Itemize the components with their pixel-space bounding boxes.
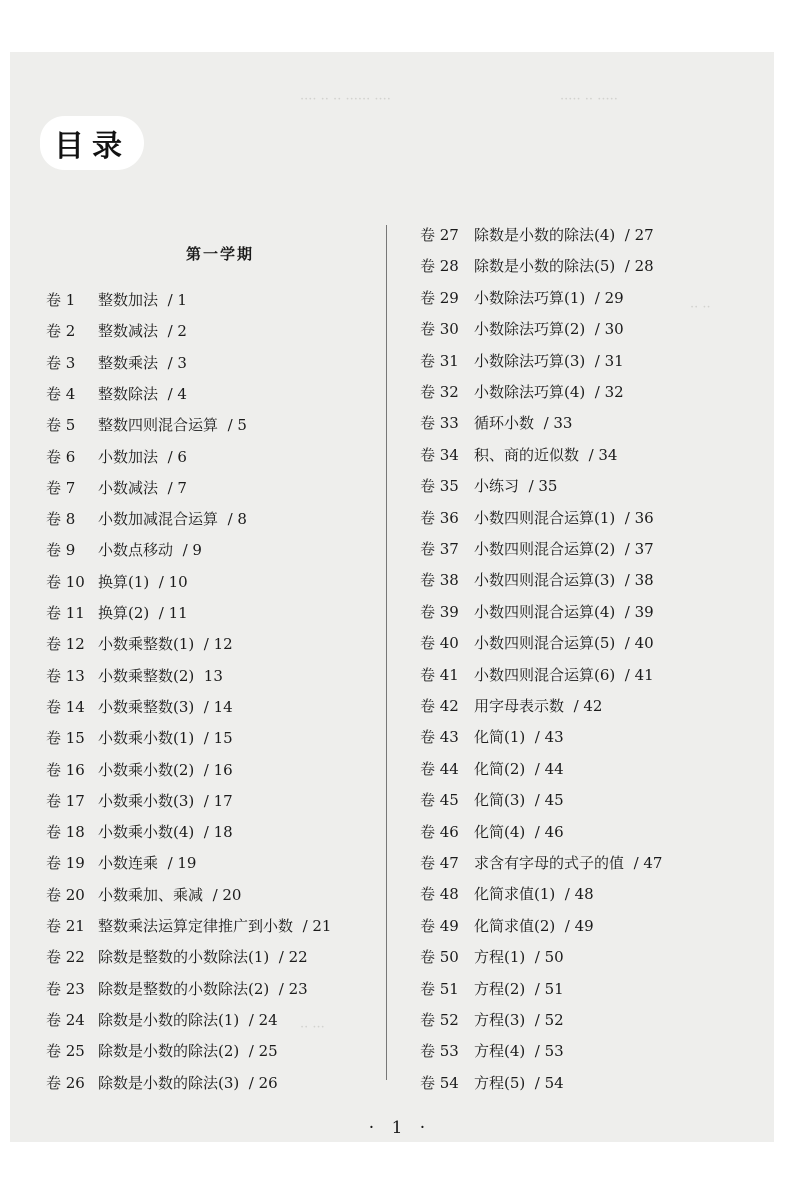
toc-entry-title: 化简(4)	[474, 822, 526, 841]
toc-entry-page: / 54	[534, 1073, 564, 1092]
toc-entry-number: 卷 17	[46, 791, 85, 810]
toc-entry-page: / 48	[564, 885, 594, 904]
toc-entry-title: 方程(5)	[474, 1073, 526, 1092]
spacer	[585, 383, 595, 401]
toc-entry[interactable]	[46, 820, 233, 844]
toc-entry-page: / 6	[167, 447, 187, 466]
toc-entry-title: 小数乘小数(4)	[98, 823, 195, 842]
toc-entry-number: 卷 45	[420, 791, 459, 810]
toc-entry-title: 小数四则混合运算(4)	[474, 602, 616, 621]
toc-entry-page: / 28	[624, 257, 654, 276]
toc-entry-title: 方程(3)	[474, 1011, 526, 1029]
spacer	[525, 980, 535, 998]
toc-entry-number: 卷 47	[420, 854, 459, 872]
toc-entry-title: 小数乘小数(1)	[98, 729, 195, 748]
toc-entry-page: / 35	[528, 477, 558, 496]
toc-entry-number: 卷 11	[46, 604, 85, 622]
toc-entry-page: / 53	[534, 1042, 564, 1061]
toc-entry[interactable]	[46, 883, 241, 907]
toc-entry-number: 卷 2	[46, 322, 76, 341]
toc-entry-page: / 49	[564, 916, 594, 935]
toc-entry-title: 小数乘加、乘减	[98, 885, 204, 904]
spacer	[218, 510, 228, 528]
toc-entry-number: 卷 28	[420, 257, 459, 276]
toc-entry[interactable]	[46, 914, 331, 938]
toc-entry[interactable]	[46, 632, 233, 656]
toc-entry-number: 卷 21	[46, 917, 85, 935]
toc-entry-title: 小数加法	[98, 447, 159, 466]
bleed-through-text: ·· ··	[690, 300, 711, 315]
toc-entry-page: / 4	[167, 384, 187, 403]
toc-entry-number: 卷 35	[420, 477, 459, 496]
spacer	[194, 729, 204, 747]
toc-entry[interactable]	[420, 851, 662, 875]
spacer	[194, 792, 204, 810]
toc-title-badge: 目录	[40, 116, 144, 170]
toc-entry-number: 卷 6	[46, 447, 76, 466]
toc-entry-title: 小数四则混合运算(6)	[474, 665, 616, 684]
toc-entry[interactable]	[420, 223, 654, 247]
toc-entry-title: 小数乘小数(2)	[98, 760, 195, 779]
toc-entry-page: / 19	[167, 854, 197, 873]
toc-entry-page: / 21	[302, 917, 332, 935]
toc-entry[interactable]	[420, 286, 624, 310]
toc-entry-title: 除数是小数的除法(1)	[98, 1010, 240, 1029]
toc-entry-number: 卷 41	[420, 665, 459, 684]
toc-entry[interactable]	[420, 1071, 564, 1095]
toc-entry-title: 小数除法巧算(1)	[474, 288, 586, 307]
toc-entry-title: 小数连乘	[98, 854, 159, 873]
toc-entry-page: / 39	[624, 602, 654, 621]
toc-entry-title: 小数乘整数(2)	[98, 666, 195, 685]
toc-entry[interactable]	[420, 663, 654, 687]
spacer	[158, 354, 168, 372]
toc-entry-title: 小数除法巧算(3)	[474, 351, 586, 370]
toc-entry[interactable]	[46, 413, 247, 437]
toc-entry-page: / 50	[534, 948, 564, 967]
toc-entry-number: 卷 49	[420, 916, 459, 935]
toc-entry-title: 小数四则混合运算(1)	[474, 508, 616, 527]
bleed-through-text: ····· ·· ·····	[560, 92, 618, 107]
spacer	[525, 728, 535, 746]
toc-entry-page: / 46	[534, 822, 564, 841]
toc-entry-page: / 41	[624, 665, 654, 684]
toc-entry[interactable]	[46, 977, 308, 1001]
toc-entry-page: / 15	[203, 729, 233, 748]
toc-entry[interactable]	[420, 788, 564, 812]
toc-entry-title: 除数是整数的小数除法(1)	[98, 948, 270, 967]
spacer	[239, 1011, 249, 1029]
toc-entry[interactable]	[46, 507, 247, 531]
toc-entry[interactable]	[46, 664, 223, 688]
spacer	[525, 1074, 535, 1092]
toc-entry-number: 卷 15	[46, 729, 85, 748]
toc-entry[interactable]	[46, 476, 187, 500]
toc-entry-page: / 51	[534, 979, 564, 998]
toc-entry-number: 卷 24	[46, 1010, 85, 1029]
toc-entry-title: 小数乘整数(1)	[98, 635, 195, 654]
toc-entry-page: / 11	[158, 604, 188, 622]
spacer	[158, 322, 168, 340]
toc-entry-page: / 18	[203, 823, 233, 842]
toc-entry[interactable]	[420, 506, 654, 530]
spacer	[194, 698, 204, 716]
column-divider	[386, 225, 387, 1080]
toc-entry-number: 卷 53	[420, 1042, 459, 1061]
toc-entry[interactable]	[46, 445, 187, 469]
toc-entry-page: / 29	[594, 288, 624, 307]
toc-entry[interactable]	[420, 1039, 564, 1063]
toc-entry-page: / 12	[203, 635, 233, 654]
spacer	[269, 948, 279, 966]
spacer	[615, 509, 625, 527]
toc-entry-title: 方程(2)	[474, 979, 526, 998]
spacer	[194, 761, 204, 779]
toc-entry[interactable]	[420, 977, 564, 1001]
toc-entry[interactable]	[46, 851, 196, 875]
toc-entry-title: 换算(2)	[98, 604, 150, 622]
toc-entry[interactable]	[46, 382, 187, 406]
toc-entry-title: 积、商的近似数	[474, 445, 580, 464]
spacer	[525, 791, 535, 809]
spacer	[239, 1074, 249, 1092]
toc-entry-page: / 32	[594, 383, 624, 401]
toc-entry[interactable]	[420, 882, 594, 906]
toc-entry[interactable]	[420, 1008, 564, 1032]
toc-entry-title: 用字母表示数	[474, 697, 565, 715]
toc-entry-title: 整数四则混合运算	[98, 416, 219, 435]
toc-entry-page: / 3	[167, 353, 187, 372]
toc-entry-title: 小数乘小数(3)	[98, 791, 195, 810]
toc-entry-number: 卷 14	[46, 697, 85, 716]
toc-entry-number: 卷 54	[420, 1073, 459, 1092]
toc-entry-title: 除数是小数的除法(3)	[98, 1073, 240, 1092]
toc-entry-number: 卷 27	[420, 226, 459, 244]
toc-entry-number: 卷 7	[46, 478, 76, 497]
spacer	[239, 1042, 249, 1060]
toc-entry-title: 化简(1)	[474, 728, 526, 747]
toc-entry-number: 卷 50	[420, 948, 459, 967]
toc-entry-number: 卷 42	[420, 697, 459, 715]
toc-entry-page: / 25	[248, 1042, 278, 1061]
spacer	[293, 917, 303, 935]
toc-entry[interactable]	[46, 1071, 278, 1095]
toc-entry-number: 卷 30	[420, 320, 459, 339]
toc-entry-page: / 38	[624, 571, 654, 590]
toc-entry-page: / 1	[167, 291, 187, 309]
spacer	[525, 1011, 535, 1029]
spacer	[615, 540, 625, 558]
toc-entry-title: 整数加法	[98, 291, 159, 309]
toc-entry-number: 卷 8	[46, 510, 76, 529]
spacer	[519, 477, 529, 495]
toc-entry[interactable]	[46, 695, 233, 719]
toc-entry[interactable]	[46, 945, 308, 969]
toc-entry-page: / 26	[248, 1073, 278, 1092]
toc-entry-number: 卷 32	[420, 383, 459, 401]
spacer	[585, 352, 595, 370]
toc-entry-number: 卷 5	[46, 416, 76, 435]
toc-entry-page: / 43	[534, 728, 564, 747]
spacer	[194, 667, 204, 685]
toc-entry-number: 卷 26	[46, 1073, 85, 1092]
toc-entry-number: 卷 43	[420, 728, 459, 747]
spacer	[555, 885, 565, 903]
spacer	[149, 604, 159, 622]
spacer	[534, 414, 544, 432]
toc-entry-number: 卷 13	[46, 666, 85, 685]
toc-entry[interactable]	[420, 349, 624, 373]
toc-entry-title: 小数减法	[98, 478, 159, 497]
toc-entry-number: 卷 19	[46, 854, 85, 873]
toc-entry[interactable]	[46, 351, 187, 375]
toc-entry-page: / 17	[203, 791, 233, 810]
spacer	[525, 823, 535, 841]
spacer	[555, 917, 565, 935]
toc-entry-title: 整数乘法	[98, 353, 159, 372]
toc-entry[interactable]	[420, 757, 564, 781]
toc-entry-page: / 27	[624, 226, 654, 244]
toc-entry-title: 除数是小数的除法(5)	[474, 257, 616, 276]
toc-entry-title: 化简求值(2)	[474, 916, 556, 935]
toc-entry-title: 化简求值(1)	[474, 885, 556, 904]
bleed-through-text: ···· ·· ·· ······ ····	[300, 92, 391, 107]
toc-entry-number: 卷 25	[46, 1042, 85, 1061]
toc-entry-title: 化简(2)	[474, 759, 526, 778]
toc-entry-title: 小数点移动	[98, 541, 174, 560]
toc-entry[interactable]	[420, 411, 572, 435]
page-number: · 1 ·	[368, 1118, 432, 1138]
toc-entry[interactable]	[46, 538, 202, 562]
toc-entry-title: 除数是整数的小数除法(2)	[98, 979, 270, 998]
toc-entry-page: / 23	[278, 979, 308, 998]
spacer	[525, 760, 535, 778]
toc-entry-page: / 36	[624, 508, 654, 527]
toc-entry-page: / 2	[167, 322, 187, 341]
spacer	[525, 1042, 535, 1060]
toc-entry[interactable]	[420, 474, 557, 498]
toc-entry-page: / 31	[594, 351, 624, 370]
toc-entry-page: / 24	[248, 1010, 278, 1029]
toc-entry-number: 卷 23	[46, 979, 85, 998]
toc-entry-number: 卷 46	[420, 822, 459, 841]
toc-entry-title: 整数除法	[98, 384, 159, 403]
toc-entry-page: / 47	[633, 854, 663, 872]
toc-entry-number: 卷 34	[420, 445, 459, 464]
spacer	[158, 291, 168, 309]
toc-entry-page: / 44	[534, 759, 564, 778]
section-title: 第一学期	[185, 245, 254, 263]
toc-entry-title: 整数减法	[98, 322, 159, 341]
spacer	[158, 385, 168, 403]
toc-entry-page: / 5	[227, 416, 247, 435]
toc-entry-page: / 20	[212, 885, 242, 904]
spacer	[615, 666, 625, 684]
spacer	[194, 823, 204, 841]
toc-entry-number: 卷 18	[46, 823, 85, 842]
toc-entry-page: / 33	[543, 414, 573, 433]
toc-entry-number: 卷 10	[46, 572, 85, 591]
toc-entry-title: 小数除法巧算(4)	[474, 383, 586, 401]
toc-entry-number: 卷 44	[420, 759, 459, 778]
toc-entry-title: 方程(1)	[474, 948, 526, 967]
toc-entry-number: 卷 20	[46, 885, 85, 904]
spacer	[194, 635, 204, 653]
toc-entry-page: / 16	[203, 760, 233, 779]
toc-entry-number: 卷 39	[420, 602, 459, 621]
toc-entry-title: 小练习	[474, 477, 520, 496]
toc-entry-page: / 37	[624, 540, 654, 558]
spacer	[624, 854, 634, 872]
toc-entry-title: 求含有字母的式子的值	[474, 854, 625, 872]
spacer	[615, 571, 625, 589]
toc-entry-title: 方程(4)	[474, 1042, 526, 1061]
spacer	[615, 603, 625, 621]
spacer	[158, 854, 168, 872]
toc-entry-title: 小数加减混合运算	[98, 510, 219, 529]
toc-entry-number: 卷 3	[46, 353, 76, 372]
toc-entry-number: 卷 9	[46, 541, 76, 560]
toc-entry-title: 小数除法巧算(2)	[474, 320, 586, 339]
toc-entry-number: 卷 4	[46, 384, 76, 403]
toc-entry-title: 除数是小数的除法(4)	[474, 226, 616, 244]
toc-entry-title: 除数是小数的除法(2)	[98, 1042, 240, 1061]
toc-entry-number: 卷 31	[420, 351, 459, 370]
spacer	[615, 257, 625, 275]
toc-entry-page: / 45	[534, 791, 564, 810]
toc-entry-title: 循环小数	[474, 414, 535, 433]
toc-entry-page: / 30	[594, 320, 624, 339]
toc-entry[interactable]	[420, 631, 654, 655]
toc-entry[interactable]	[420, 600, 654, 624]
toc-entry-number: 卷 16	[46, 760, 85, 779]
toc-entry[interactable]	[420, 914, 594, 938]
spacer	[579, 446, 589, 464]
spacer	[615, 634, 625, 652]
toc-entry[interactable]	[46, 789, 233, 813]
toc-entry-page: / 7	[167, 478, 187, 497]
toc-entry-number: 卷 33	[420, 414, 459, 433]
toc-entry-number: 卷 40	[420, 634, 459, 653]
spacer	[149, 573, 159, 591]
spacer	[203, 886, 213, 904]
toc-entry-title: 整数乘法运算定律推广到小数	[98, 917, 294, 935]
spacer	[269, 980, 279, 998]
toc-entry[interactable]	[420, 443, 617, 467]
toc-entry[interactable]	[420, 568, 654, 592]
toc-entry-title: 小数四则混合运算(2)	[474, 540, 616, 558]
toc-entry-number: 卷 38	[420, 571, 459, 590]
spacer	[585, 320, 595, 338]
toc-entry[interactable]	[46, 601, 188, 625]
spacer	[615, 226, 625, 244]
toc-entry-number: 卷 29	[420, 288, 459, 307]
toc-entry[interactable]	[420, 254, 654, 278]
toc-entry-number: 卷 36	[420, 508, 459, 527]
toc-entry-number: 卷 37	[420, 540, 459, 558]
spacer	[525, 948, 535, 966]
toc-entry-title: 小数乘整数(3)	[98, 697, 195, 716]
toc-entry[interactable]	[420, 694, 602, 718]
spacer	[585, 289, 595, 307]
toc-entry-page: / 34	[588, 445, 618, 464]
spacer	[173, 541, 183, 559]
toc-entry[interactable]	[420, 945, 564, 969]
toc-entry-page: / 42	[573, 697, 603, 715]
toc-entry-title: 小数四则混合运算(3)	[474, 571, 616, 590]
toc-entry[interactable]	[46, 288, 187, 312]
toc-entry[interactable]	[420, 820, 564, 844]
spacer	[158, 448, 168, 466]
toc-entry-number: 卷 1	[46, 291, 76, 309]
toc-entry-page: / 9	[182, 541, 202, 560]
toc-entry-page: 13	[203, 666, 223, 685]
toc-entry[interactable]	[420, 317, 624, 341]
toc-entry[interactable]	[420, 725, 564, 749]
spacer	[158, 479, 168, 497]
toc-entry-page: / 14	[203, 697, 233, 716]
bleed-through-text: ·· ···	[300, 1020, 325, 1035]
toc-entry-page: / 22	[278, 948, 308, 967]
toc-entry-title: 换算(1)	[98, 572, 150, 591]
toc-entry[interactable]	[46, 1039, 278, 1063]
toc-entry[interactable]	[46, 319, 187, 343]
spacer	[564, 697, 574, 715]
toc-entry-title: 小数四则混合运算(5)	[474, 634, 616, 653]
toc-entry[interactable]	[46, 726, 233, 750]
toc-entry-number: 卷 48	[420, 885, 459, 904]
toc-entry-page: / 52	[534, 1011, 564, 1029]
toc-entry[interactable]	[46, 758, 233, 782]
toc-entry-number: 卷 22	[46, 948, 85, 967]
toc-entry-page: / 40	[624, 634, 654, 653]
spacer	[218, 416, 228, 434]
toc-entry[interactable]	[46, 570, 188, 594]
toc-entry-number: 卷 52	[420, 1011, 459, 1029]
toc-entry-number: 卷 12	[46, 635, 85, 654]
toc-entry[interactable]	[420, 537, 654, 561]
toc-entry-title: 化简(3)	[474, 791, 526, 810]
toc-entry[interactable]	[420, 380, 624, 404]
toc-entry-number: 卷 51	[420, 979, 459, 998]
toc-entry-page: / 10	[158, 572, 188, 591]
toc-entry-page: / 8	[227, 510, 247, 529]
toc-entry[interactable]	[46, 1008, 278, 1032]
